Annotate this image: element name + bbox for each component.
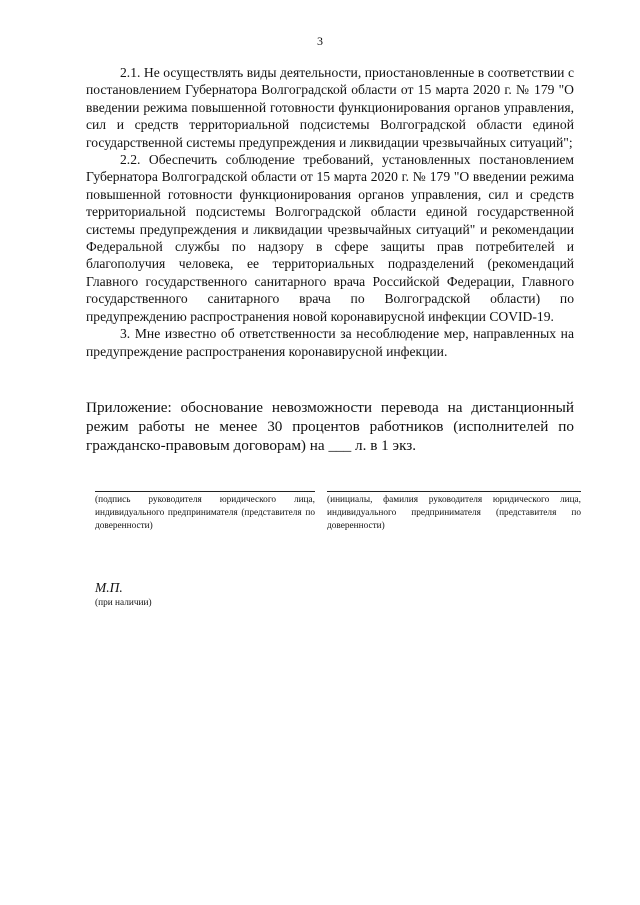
name-line [327,491,581,492]
document-body [86,64,574,360]
signature-line [95,491,315,492]
signature-caption: (подпись руководителя юридического лица, индивидуального предпринимателя (представителя по доверенности) [95,495,315,531]
paragraph-2-2: 2.2. Обеспечить соблюдение требований, установленных постановлением Губернатора Волгоградской области от 15 марта 2020 г. № 179 "О введении режима повышенной готовности функционирования органов управления, сил и средств территориальной подсистемы Волгоградской области единой государственной системы предупреждения и ликвидации чрезвычайных ситуаций" и рекомендации Федеральной службы по надзору в сфере защиты прав потребителей и благополучия человека, ее территориальных подразделений (рекомендаций Главного государственного санитарного врача Российской Федерации, Главного государственного санитарного врача по Волгоградской области) по предупреждению распространения новой коронавирусной инфекции COVID-19. [86,152,574,324]
paragraph-3: 3. Мне известно об ответственности за несоблюдение мер, направленных на предупреждение распространения коронавирусной инфекции. [86,326,574,359]
attachment-text: Приложение: обоснование невозможности перевода на дистанционный режим работы не менее 30 процентов работников (исполнителей по гражданско-правовым договорам) на ___ л. в 1 экз. [86,399,574,454]
paragraph-2-1: 2.1. Не осуществлять виды деятельности, приостановленные в соответствии с постановлением Губернатора Волгоградской области от 15 марта 2020 г. № 179 "О введении режима повышенной готовности функционирования органов управления, сил и средств территориальной подсистемы Волгоградской области единой государственной системы предупреждения и ликвидации чрезвычайных ситуаций"; [86,65,574,150]
name-block-right [327,491,581,532]
stamp-label: М.П. [95,580,123,595]
name-caption: (инициалы, фамилия руководителя юридического лица, индивидуального предпринимателя (представителя по доверенности) [327,495,581,531]
stamp-note: (при наличии) [95,598,152,608]
signature-block-left [95,491,315,532]
attachment-block [86,398,574,455]
page-number: 3 [317,34,323,48]
